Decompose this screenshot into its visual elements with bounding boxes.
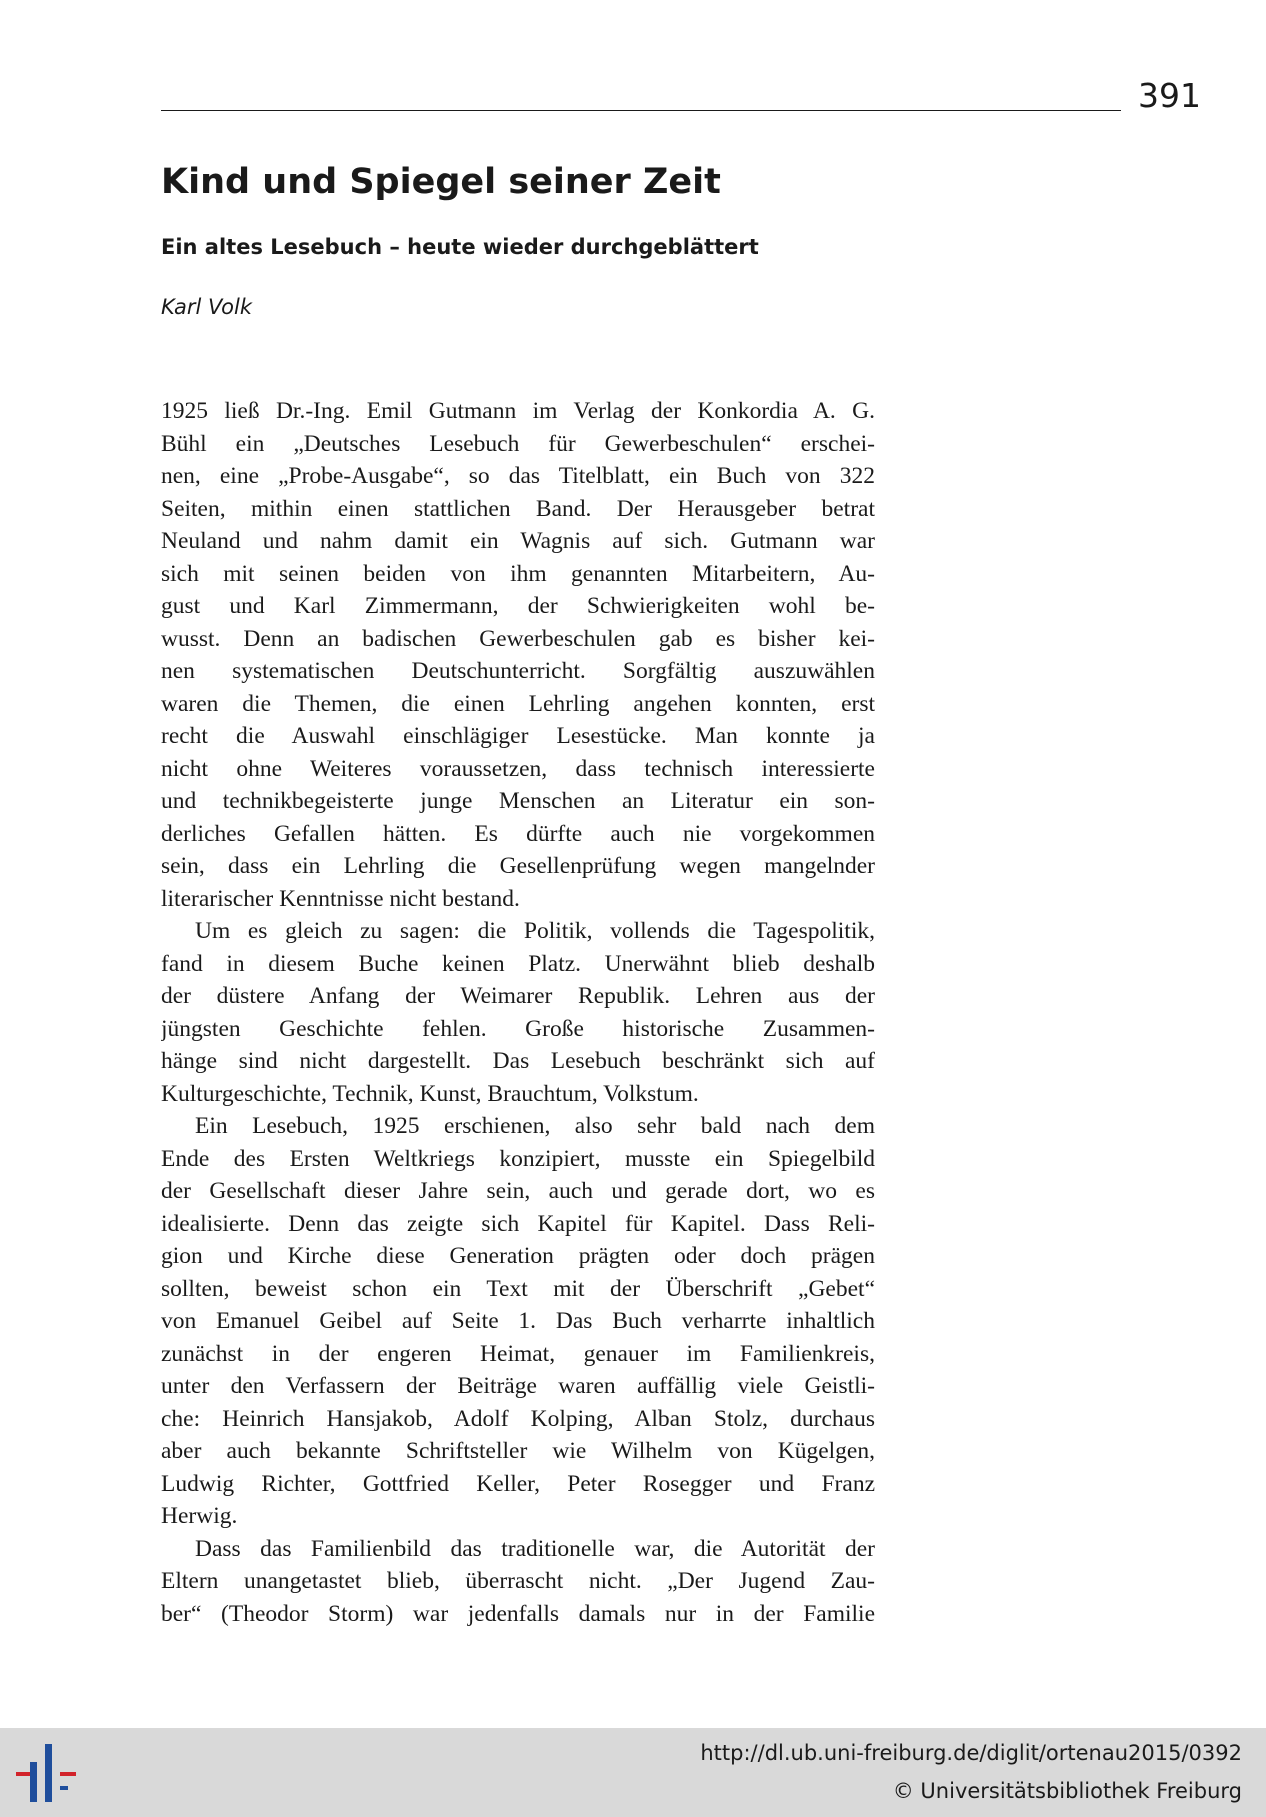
text-line: Ludwig Richter, Gottfried Keller, Peter Rosegger und Franz bbox=[161, 1470, 875, 1497]
text-line: Neuland und nahm damit ein Wagnis auf sich. Gutmann war bbox=[161, 528, 875, 554]
text-line: recht die Auswahl einschlägiger Lesestücke. Man konnte ja bbox=[161, 723, 875, 749]
text-line: Dass das Familienbild das traditionelle war, die Autorität der bbox=[195, 1535, 875, 1562]
text-line: ber“ (Theodor Storm) war jedenfalls damals nur in der Familie bbox=[161, 1600, 875, 1627]
text-line: sich mit seinen beiden von ihm genannten Mitarbeitern, Au- bbox=[161, 560, 875, 587]
text-line: gion und Kirche diese Generation prägten oder doch prägen bbox=[161, 1243, 875, 1269]
ub-freiburg-logo-icon bbox=[16, 1742, 80, 1804]
text-line: und technikbegeisterte junge Menschen an Literatur ein son- bbox=[161, 788, 875, 814]
article-author: Karl Volk bbox=[161, 295, 253, 319]
text-line: der düstere Anfang der Weimarer Republik. Lehren aus der bbox=[161, 983, 875, 1009]
logo-bar-blue-center bbox=[45, 1744, 52, 1802]
text-line: literarischer Kenntnisse nicht bestand. bbox=[161, 885, 520, 912]
text-line: che: Heinrich Hansjakob, Adolf Kolping, Alban Stolz, durchaus bbox=[161, 1405, 875, 1432]
text-line: waren die Themen, die einen Lehrling angehen konnten, erst bbox=[161, 690, 875, 717]
text-line: von Emanuel Geibel auf Seite 1. Das Buch verharrte inhaltlich bbox=[161, 1308, 875, 1334]
article-subtitle: Ein altes Lesebuch – heute wieder durchgeblättert bbox=[161, 235, 759, 259]
text-line: nen, eine „Probe-Ausgabe“, so das Titelblatt, ein Buch von 322 bbox=[161, 463, 875, 489]
footer-bar bbox=[0, 1728, 1266, 1817]
logo-dash-blue-right bbox=[60, 1786, 68, 1790]
text-line: Eltern unangetastet blieb, überrascht nicht. „Der Jugend Zau- bbox=[161, 1568, 875, 1594]
text-line: aber auch bekannte Schriftsteller wie Wilhelm von Kügelgen, bbox=[161, 1438, 875, 1464]
text-line: hänge sind nicht dargestellt. Das Lesebuch beschränkt sich auf bbox=[161, 1048, 875, 1074]
logo-bar-blue-left bbox=[30, 1762, 37, 1802]
text-line: der Gesellschaft dieser Jahre sein, auch und gerade dort, wo es bbox=[161, 1178, 875, 1204]
footer-copyright: © Universitätsbibliothek Freiburg bbox=[892, 1779, 1242, 1803]
footer-url-link[interactable]: http://dl.ub.uni-freiburg.de/diglit/ortenau2015/0392 bbox=[700, 1741, 1242, 1765]
body-text bbox=[161, 395, 875, 1630]
text-line: Bühl ein „Deutsches Lesebuch für Gewerbeschulen“ erschei- bbox=[161, 430, 875, 457]
text-line: Seiten, mithin einen stattlichen Band. Der Herausgeber betrat bbox=[161, 495, 875, 522]
logo-dash-red-right bbox=[60, 1772, 76, 1776]
logo-dash-red-left bbox=[16, 1772, 30, 1776]
header-rule bbox=[161, 110, 1121, 111]
text-line: Herwig. bbox=[161, 1503, 238, 1529]
text-line: fand in diesem Buche keinen Platz. Unerwähnt blieb deshalb bbox=[161, 950, 875, 977]
text-line: nen systematischen Deutschunterricht. Sorgfältig auszuwählen bbox=[161, 658, 875, 684]
text-line: zunächst in der engeren Heimat, genauer im Familienkreis, bbox=[161, 1340, 875, 1367]
text-line: Kulturgeschichte, Technik, Kunst, Brauchtum, Volkstum. bbox=[161, 1080, 699, 1107]
text-line: nicht ohne Weiteres voraussetzen, dass technisch interessierte bbox=[161, 755, 875, 782]
text-line: unter den Verfassern der Beiträge waren auffällig viele Geistli- bbox=[161, 1373, 875, 1399]
text-line: wusst. Denn an badischen Gewerbeschulen gab es bisher kei- bbox=[161, 625, 875, 652]
page-number: 391 bbox=[1138, 76, 1201, 115]
text-line: derliches Gefallen hätten. Es dürfte auch nie vorgekommen bbox=[161, 820, 875, 847]
text-line: Ende des Ersten Weltkriegs konzipiert, musste ein Spiegelbild bbox=[161, 1145, 875, 1172]
text-line: 1925 ließ Dr.-Ing. Emil Gutmann im Verlag der Konkordia A. G. bbox=[161, 398, 875, 424]
text-line: Um es gleich zu sagen: die Politik, vollends die Tagespolitik, bbox=[195, 918, 875, 944]
text-line: gust und Karl Zimmermann, der Schwierigkeiten wohl be- bbox=[161, 593, 875, 619]
text-line: Ein Lesebuch, 1925 erschienen, also sehr bald nach dem bbox=[195, 1113, 875, 1139]
article-title: Kind und Spiegel seiner Zeit bbox=[161, 162, 721, 202]
text-line: sollten, beweist schon ein Text mit der Überschrift „Gebet“ bbox=[161, 1275, 875, 1302]
text-line: jüngsten Geschichte fehlen. Große historische Zusammen- bbox=[161, 1015, 875, 1042]
text-line: idealisierte. Denn das zeigte sich Kapitel für Kapitel. Dass Reli- bbox=[161, 1210, 875, 1237]
text-line: sein, dass ein Lehrling die Gesellenprüfung wegen mangelnder bbox=[161, 853, 875, 879]
